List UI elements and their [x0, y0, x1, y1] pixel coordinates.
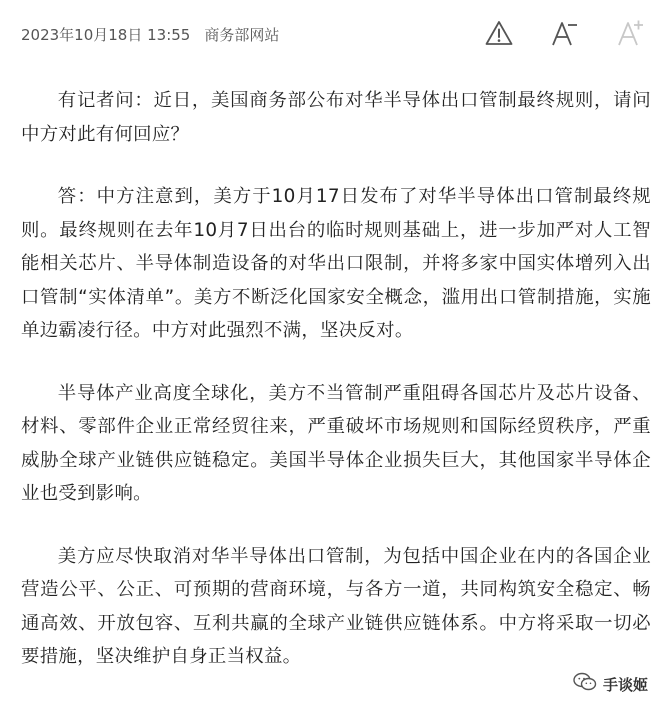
- font-decrease-icon[interactable]: [550, 18, 580, 48]
- article-body: [21, 84, 651, 703]
- paragraph-question: 有记者问：近日，美国商务部公布对华半导体出口管制最终规则，请问中方对此有何回应？: [21, 90, 651, 145]
- warning-icon[interactable]: [484, 18, 514, 48]
- paragraph-industry: 半导体产业高度全球化，美方不当管制严重阻碍各国芯片及芯片设备、材料、零部件企业正常经贸往来，严重破坏市场规则和国际经贸秩序，严重威胁全球产业链供应链稳定。美国半导体企业损失巨大，其他国家半导体企业也受到影响。: [21, 382, 651, 504]
- paragraph-answer: 答：中方注意到，美方于10月17日发布了对华半导体出口管制最终规则。最终规则在去年10月7日出台的临时规则基础上，进一步加严对人工智能相关芯片、半导体制造设备的对华出口限制，并将多家中国实体增列入出口管制“实体清单”。美方不断泛化国家安全概念，滥用出口管制措施，实施单边霸凌行径。中方对此强烈不满，坚决反对。: [21, 186, 651, 341]
- publish-datetime: 2023年10月18日 13:55: [21, 26, 191, 44]
- paragraph-demand: 美方应尽快取消对华半导体出口管制，为包括中国企业在内的各国企业营造公平、公正、可预期的营商环境，与各方一道，共同构筑安全稳定、畅通高效、开放包容、互利共赢的全球产业链供应链体系。中方将采取一切必要措施，坚决维护自身正当权益。: [21, 545, 651, 667]
- article-header: [0, 0, 666, 68]
- watermark: [573, 672, 648, 696]
- source-name: 商务部网站: [204, 26, 280, 44]
- watermark-text: 手谈姬: [602, 675, 648, 694]
- article-meta: [21, 24, 279, 45]
- font-increase-icon[interactable]: [616, 18, 646, 48]
- wechat-icon: [573, 672, 597, 696]
- toolbar: [484, 16, 646, 50]
